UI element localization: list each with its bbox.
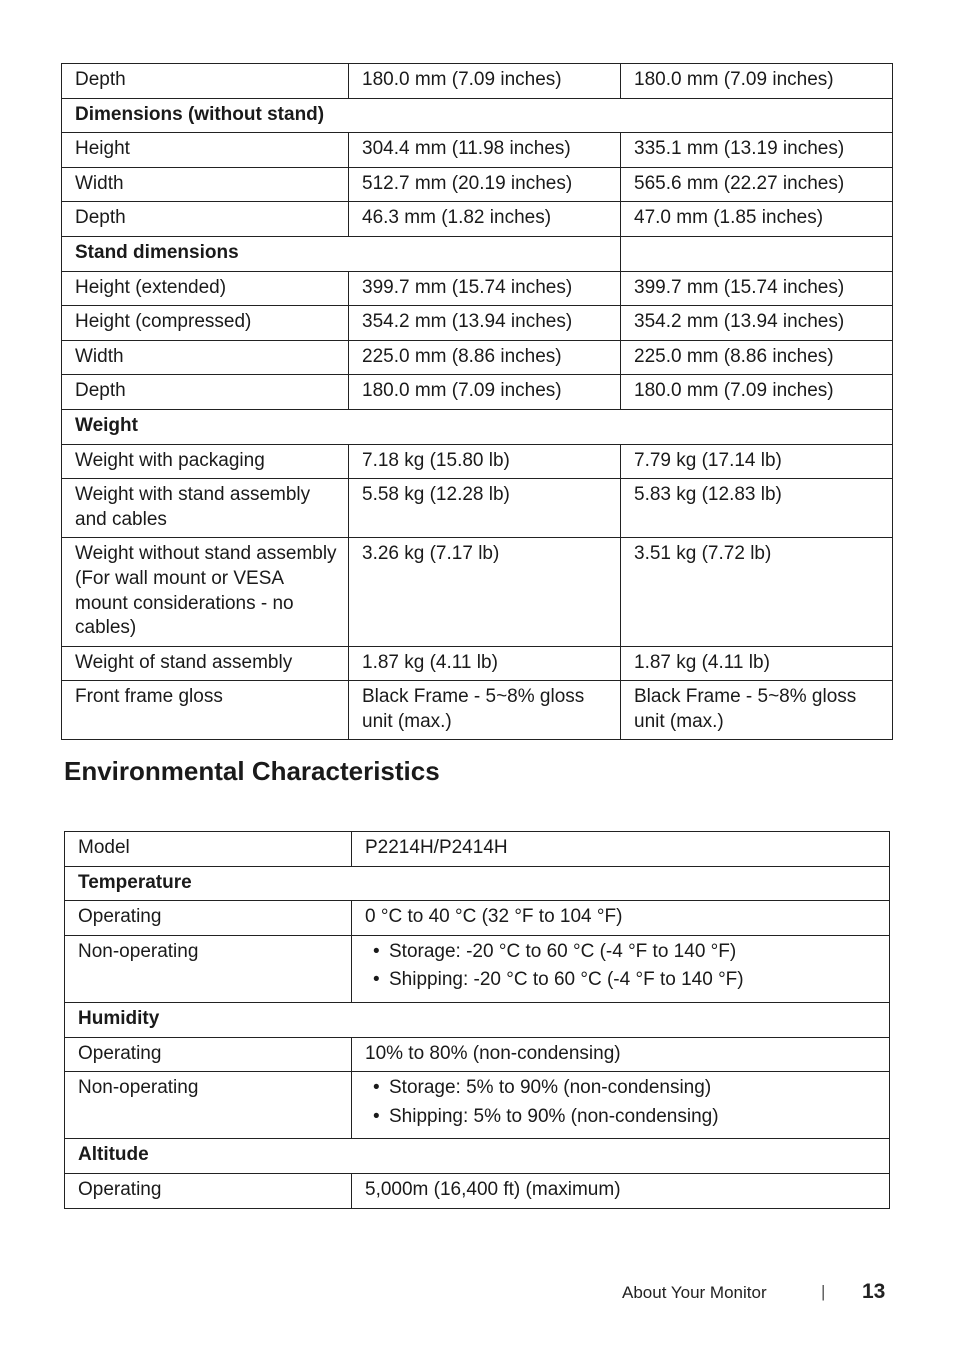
value-cell: 5,000m (16,400 ft) (maximum): [352, 1173, 890, 1208]
value-p2214h: 399.7 mm (15.74 inches): [349, 271, 621, 306]
section-label: Weight: [62, 409, 893, 444]
row-label: Weight with packaging: [62, 444, 349, 479]
value-cell: 0 °C to 40 °C (32 °F to 104 °F): [352, 901, 890, 936]
table-row: [62, 681, 893, 740]
table-row: [62, 538, 893, 646]
environmental-table: [64, 831, 890, 1209]
value-p2414h: 7.79 kg (17.14 lb): [621, 444, 893, 479]
row-label: Non-operating: [65, 935, 352, 1002]
value-p2414h: 399.7 mm (15.74 inches): [621, 271, 893, 306]
table-row: [65, 1037, 890, 1072]
section-row: [62, 98, 893, 133]
value-p2214h: 180.0 mm (7.09 inches): [349, 375, 621, 410]
value-p2414h: 47.0 mm (1.85 inches): [621, 202, 893, 237]
value-p2214h: 46.3 mm (1.82 inches): [349, 202, 621, 237]
value-p2414h: Black Frame - 5~8% gloss unit (max.): [621, 681, 893, 740]
row-label: Depth: [62, 202, 349, 237]
value-p2414h: 225.0 mm (8.86 inches): [621, 340, 893, 375]
value-cell: [352, 1072, 890, 1139]
table-row: [65, 832, 890, 867]
table-row: [62, 340, 893, 375]
value-p2214h: 180.0 mm (7.09 inches): [349, 64, 621, 99]
value-p2214h: 304.4 mm (11.98 inches): [349, 133, 621, 168]
row-label: Height (extended): [62, 271, 349, 306]
table-row: [62, 479, 893, 538]
row-label: Operating: [65, 1173, 352, 1208]
physical-specs-table: [61, 63, 893, 740]
section-row: [62, 236, 893, 271]
bullet-list: [365, 940, 881, 993]
row-label: Width: [62, 340, 349, 375]
table-row: [65, 1072, 890, 1139]
row-label: Front frame gloss: [62, 681, 349, 740]
value-p2214h: 3.26 kg (7.17 lb): [349, 538, 621, 646]
row-label: Height: [62, 133, 349, 168]
value-p2214h: 7.18 kg (15.80 lb): [349, 444, 621, 479]
row-label: Non-operating: [65, 1072, 352, 1139]
row-label: Depth: [62, 375, 349, 410]
value-p2214h: 225.0 mm (8.86 inches): [349, 340, 621, 375]
value-p2414h: 1.87 kg (4.11 lb): [621, 646, 893, 681]
value-cell: P2214H/P2414H: [352, 832, 890, 867]
bullet-list: [365, 1076, 881, 1129]
value-p2214h: Black Frame - 5~8% gloss unit (max.): [349, 681, 621, 740]
environmental-heading: Environmental Characteristics: [64, 756, 440, 786]
empty-cell: [621, 236, 893, 271]
section-row: [65, 866, 890, 901]
value-p2214h: 5.58 kg (12.28 lb): [349, 479, 621, 538]
section-label: Stand dimensions: [62, 236, 621, 271]
bullet-item: • Storage: 5% to 90% (non-condensing): [373, 1076, 881, 1101]
footer-title: About Your Monitor: [622, 1283, 767, 1302]
value-p2214h: 354.2 mm (13.94 inches): [349, 306, 621, 341]
table-row: [62, 202, 893, 237]
value-cell: [352, 935, 890, 1002]
value-p2414h: 5.83 kg (12.83 lb): [621, 479, 893, 538]
value-cell: 10% to 80% (non-condensing): [352, 1037, 890, 1072]
table-row: [65, 935, 890, 1002]
table-row: [62, 646, 893, 681]
table-row: [62, 271, 893, 306]
page-number: 13: [862, 1280, 886, 1303]
table-row: [62, 64, 893, 99]
table-row: [62, 375, 893, 410]
row-label: Weight without stand assembly (For wall mount or VESA mount considerations - no cables): [62, 538, 349, 646]
value-p2414h: 354.2 mm (13.94 inches): [621, 306, 893, 341]
value-p2414h: 180.0 mm (7.09 inches): [621, 375, 893, 410]
row-label: Height (compressed): [62, 306, 349, 341]
section-label: Humidity: [65, 1002, 890, 1037]
section-row: [62, 409, 893, 444]
section-label: Temperature: [65, 866, 890, 901]
value-p2414h: 335.1 mm (13.19 inches): [621, 133, 893, 168]
value-p2414h: 3.51 kg (7.72 lb): [621, 538, 893, 646]
table-row: [62, 167, 893, 202]
row-label: Operating: [65, 901, 352, 936]
bullet-item: • Shipping: -20 °C to 60 °C (-4 °F to 140 °F): [373, 968, 881, 993]
table-row: [62, 306, 893, 341]
bullet-item: • Shipping: 5% to 90% (non-condensing): [373, 1105, 881, 1130]
row-label: Weight with stand assembly and cables: [62, 479, 349, 538]
row-label: Model: [65, 832, 352, 867]
table-row: [65, 1173, 890, 1208]
bullet-item: • Storage: -20 °C to 60 °C (-4 °F to 140 °F): [373, 940, 881, 965]
row-label: Width: [62, 167, 349, 202]
row-label: Depth: [62, 64, 349, 99]
row-label: Weight of stand assembly: [62, 646, 349, 681]
value-p2214h: 1.87 kg (4.11 lb): [349, 646, 621, 681]
table-row: [62, 444, 893, 479]
row-label: Operating: [65, 1037, 352, 1072]
table-row: [65, 901, 890, 936]
value-p2414h: 565.6 mm (22.27 inches): [621, 167, 893, 202]
section-label: Altitude: [65, 1139, 890, 1174]
table-row: [62, 133, 893, 168]
value-p2214h: 512.7 mm (20.19 inches): [349, 167, 621, 202]
value-p2414h: 180.0 mm (7.09 inches): [621, 64, 893, 99]
section-row: [65, 1002, 890, 1037]
section-row: [65, 1139, 890, 1174]
footer-separator: |: [821, 1282, 826, 1301]
section-label: Dimensions (without stand): [62, 98, 893, 133]
